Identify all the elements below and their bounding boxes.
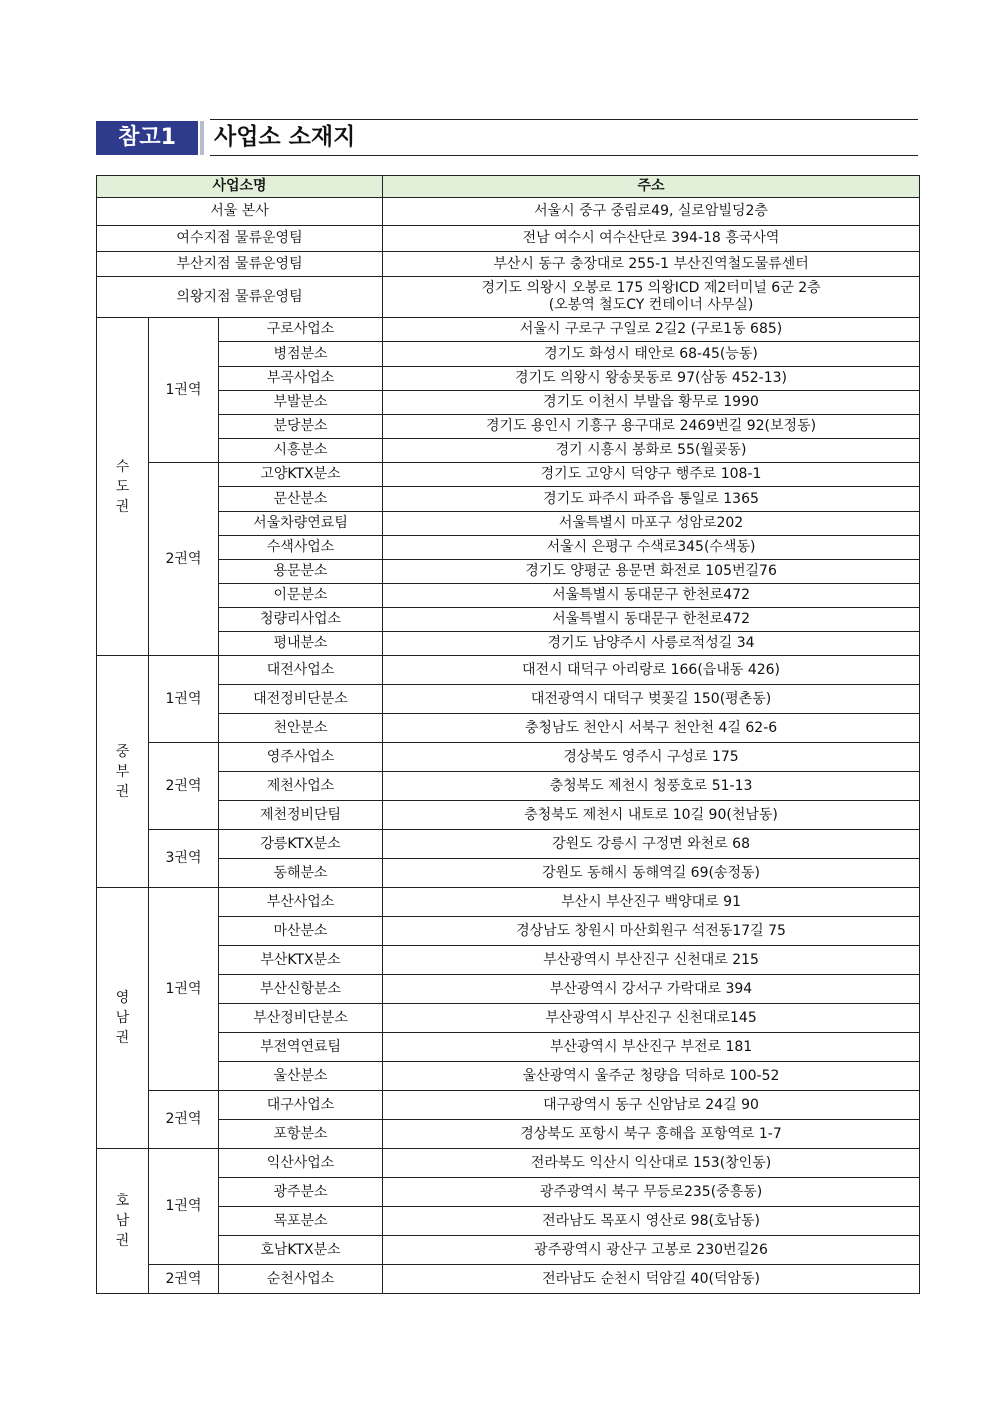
region-name-char: 남 (115, 1213, 130, 1229)
region-name-char: 권 (115, 783, 130, 800)
office-name: 고양KTX분소 (219, 463, 383, 487)
office-address: 서울시 중구 중림로49, 실로암빌딩2층 (383, 198, 920, 226)
section-header (96, 119, 918, 157)
office-name: 순천사업소 (219, 1265, 383, 1294)
office-address: 전라남도 목포시 영산로 98(호남동) (383, 1207, 920, 1236)
table-row (97, 772, 920, 801)
office-address: 대전시 대덕구 아리랑로 166(읍내동 426) (383, 656, 920, 685)
table-row (97, 714, 920, 743)
office-name: 대구사업소 (219, 1091, 383, 1120)
office-address: 경기도 파주시 파주읍 통일로 1365 (383, 487, 920, 512)
region-name-char: 남 (115, 1010, 130, 1026)
region-name-char: 호 (115, 1193, 130, 1209)
table-row (97, 536, 920, 560)
office-name: 의왕지점 물류운영팀 (97, 277, 383, 318)
office-name: 서울차량연료팀 (219, 512, 383, 536)
table-row (97, 560, 920, 584)
table-row (97, 1004, 920, 1033)
zone-cell: 3권역 (149, 830, 219, 888)
office-name: 청량리사업소 (219, 608, 383, 632)
office-name: 강릉KTX분소 (219, 830, 383, 859)
title-rule-bottom (210, 155, 918, 156)
office-address (383, 277, 920, 318)
region-name-char: 권 (115, 1233, 130, 1249)
office-name: 천안분소 (219, 714, 383, 743)
office-address: 광주광역시 광산구 고봉로 230번길26 (383, 1236, 920, 1265)
office-name: 평내분소 (219, 632, 383, 656)
table-row (97, 584, 920, 608)
table-row (97, 318, 920, 342)
office-name: 부전역연료팀 (219, 1033, 383, 1062)
office-address: 경기도 용인시 기흥구 용구대로 2469번길 92(보정동) (383, 415, 920, 439)
table-row (97, 252, 920, 277)
office-address: 경기도 이천시 부발읍 황무로 1990 (383, 391, 920, 415)
table-row (97, 1265, 920, 1294)
office-name: 울산분소 (219, 1062, 383, 1091)
table-row (97, 946, 920, 975)
column-header-address: 주소 (383, 176, 920, 198)
office-address: 충청북도 제천시 내토로 10길 90(천남동) (383, 801, 920, 830)
office-address: 서울시 구로구 구일로 2길2 (구로1동 685) (383, 318, 920, 342)
office-address: 전라남도 순천시 덕암길 40(덕암동) (383, 1265, 920, 1294)
table-row (97, 1178, 920, 1207)
office-address: 경상남도 창원시 마산회원구 석전동17길 75 (383, 917, 920, 946)
office-address: 부산광역시 부산진구 신천대로 215 (383, 946, 920, 975)
office-address: 강원도 강릉시 구정면 와천로 68 (383, 830, 920, 859)
office-name: 호남KTX분소 (219, 1236, 383, 1265)
table-row (97, 277, 920, 318)
table-row (97, 342, 920, 367)
office-name: 익산사업소 (219, 1149, 383, 1178)
office-name: 포항분소 (219, 1120, 383, 1149)
office-address: 경기도 양평군 용문면 화전로 105번길76 (383, 560, 920, 584)
office-address: 부산시 부산진구 백양대로 91 (383, 888, 920, 917)
table-row (97, 367, 920, 391)
office-address: 충청북도 제천시 청풍호로 51-13 (383, 772, 920, 801)
zone-cell: 2권역 (149, 1265, 219, 1294)
office-name: 분당분소 (219, 415, 383, 439)
office-name: 병점분소 (219, 342, 383, 367)
office-name: 여수지점 물류운영팀 (97, 226, 383, 252)
office-name: 목포분소 (219, 1207, 383, 1236)
table-row (97, 685, 920, 714)
table-row (97, 415, 920, 439)
office-name: 부산KTX분소 (219, 946, 383, 975)
region-cell (97, 656, 149, 888)
office-address: 부산광역시 부산진구 신천대로145 (383, 1004, 920, 1033)
region-name-char: 권 (115, 498, 130, 515)
zone-cell: 2권역 (149, 463, 219, 656)
office-name: 대전사업소 (219, 656, 383, 685)
office-address: 강원도 동해시 동해역길 69(송정동) (383, 859, 920, 888)
table-row (97, 1207, 920, 1236)
office-address: 광주광역시 북구 무등로235(중흥동) (383, 1178, 920, 1207)
office-address: 전남 여수시 여수산단로 394-18 흥국사역 (383, 226, 920, 252)
region-name-char: 도 (115, 478, 130, 495)
office-address: 경상북도 포항시 북구 흥해읍 포항역로 1-7 (383, 1120, 920, 1149)
office-name: 광주분소 (219, 1178, 383, 1207)
office-address: 경기도 화성시 태안로 68-45(능동) (383, 342, 920, 367)
region-cell (97, 888, 149, 1149)
region-name-char: 부 (115, 763, 130, 780)
office-name: 부산신항분소 (219, 975, 383, 1004)
region-name-char: 수 (115, 458, 130, 475)
region-name-char: 중 (115, 743, 130, 760)
office-name: 구로사업소 (219, 318, 383, 342)
office-name: 수색사업소 (219, 536, 383, 560)
column-header-name: 사업소명 (97, 176, 383, 198)
office-name: 부산사업소 (219, 888, 383, 917)
table-row (97, 1120, 920, 1149)
office-address: 울산광역시 울주군 청량읍 덕하로 100-52 (383, 1062, 920, 1091)
table-row (97, 198, 920, 226)
table-row (97, 1033, 920, 1062)
page-title: 사업소 소재지 (214, 124, 356, 150)
table-row (97, 391, 920, 415)
badge-shadow (200, 121, 204, 155)
office-address: 경기 시흥시 봉화로 55(월곶동) (383, 439, 920, 463)
table-row (97, 608, 920, 632)
table-row (97, 975, 920, 1004)
address-line-1: 경기도 의왕시 오봉로 175 의왕ICD 제2터미널 6군 2층 (481, 280, 821, 296)
office-address: 부산시 동구 충장대로 255-1 부산진역철도물류센터 (383, 252, 920, 277)
zone-cell: 2권역 (149, 743, 219, 830)
office-address: 서울시 은평구 수색로345(수색동) (383, 536, 920, 560)
office-name: 시흥분소 (219, 439, 383, 463)
office-address: 경기도 고양시 덕양구 행주로 108-1 (383, 463, 920, 487)
region-cell (97, 1149, 149, 1294)
office-name: 제천정비단팀 (219, 801, 383, 830)
office-address: 경기도 남양주시 사릉로적성길 34 (383, 632, 920, 656)
zone-cell: 2권역 (149, 1091, 219, 1149)
table-header-row (97, 176, 920, 198)
office-name: 마산분소 (219, 917, 383, 946)
zone-cell: 1권역 (149, 888, 219, 1091)
office-name: 제천사업소 (219, 772, 383, 801)
zone-cell: 1권역 (149, 1149, 219, 1265)
office-address: 서울특별시 동대문구 한천로472 (383, 584, 920, 608)
table-row (97, 859, 920, 888)
table-row (97, 1149, 920, 1178)
table-row (97, 1091, 920, 1120)
table-row (97, 487, 920, 512)
office-name: 부산정비단분소 (219, 1004, 383, 1033)
region-cell (97, 318, 149, 656)
table-row (97, 1236, 920, 1265)
region-name-char: 영 (115, 990, 130, 1006)
office-name: 부곡사업소 (219, 367, 383, 391)
office-name: 영주사업소 (219, 743, 383, 772)
table-row (97, 512, 920, 536)
office-address: 서울특별시 동대문구 한천로472 (383, 608, 920, 632)
table-row (97, 1062, 920, 1091)
reference-badge: 참고1 (96, 121, 198, 155)
table-row (97, 830, 920, 859)
zone-cell: 1권역 (149, 656, 219, 743)
office-address: 서울특별시 마포구 성암로202 (383, 512, 920, 536)
office-address: 대구광역시 동구 신암남로 24길 90 (383, 1091, 920, 1120)
office-name: 부산지점 물류운영팀 (97, 252, 383, 277)
office-address: 경상북도 영주시 구성로 175 (383, 743, 920, 772)
office-name: 문산분소 (219, 487, 383, 512)
table-row (97, 226, 920, 252)
address-line-2: (오봉역 철도CY 컨테이너 사무실) (548, 297, 754, 313)
table-row (97, 439, 920, 463)
office-address: 전라북도 익산시 익산대로 153(창인동) (383, 1149, 920, 1178)
table-row (97, 888, 920, 917)
office-name: 이문분소 (219, 584, 383, 608)
table-row (97, 463, 920, 487)
office-name: 서울 본사 (97, 198, 383, 226)
office-name: 대전정비단분소 (219, 685, 383, 714)
table-row (97, 632, 920, 656)
office-address: 대전광역시 대덕구 벚꽃길 150(평촌동) (383, 685, 920, 714)
office-address: 부산광역시 부산진구 부전로 181 (383, 1033, 920, 1062)
table-row (97, 656, 920, 685)
office-location-table (96, 175, 920, 1294)
office-name: 용문분소 (219, 560, 383, 584)
region-name-char: 권 (115, 1030, 130, 1046)
table-row (97, 801, 920, 830)
office-address: 부산광역시 강서구 가락대로 394 (383, 975, 920, 1004)
table-row (97, 917, 920, 946)
table-row (97, 743, 920, 772)
office-name: 동해분소 (219, 859, 383, 888)
zone-cell: 1권역 (149, 318, 219, 463)
office-address: 경기도 의왕시 왕송못동로 97(삼동 452-13) (383, 367, 920, 391)
office-name: 부발분소 (219, 391, 383, 415)
office-address: 충청남도 천안시 서북구 천안천 4길 62-6 (383, 714, 920, 743)
